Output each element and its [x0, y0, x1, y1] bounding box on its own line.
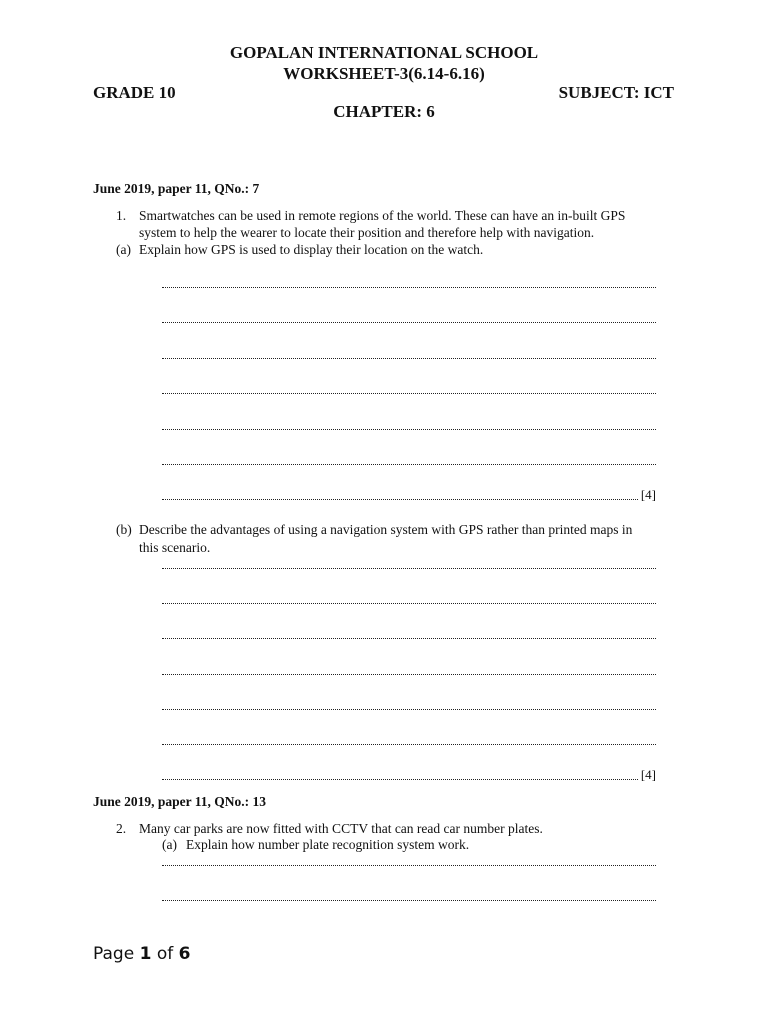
part-a-question-2: Explain how number plate recognition system work. [186, 837, 470, 852]
page-word: Page [93, 944, 135, 964]
question-number-1: 1. [116, 208, 127, 223]
answer-line[interactable] [162, 556, 656, 572]
page-current: 1 [139, 944, 152, 964]
part-b-question-line-2: this scenario. [139, 540, 211, 555]
part-a-label: (a) [116, 242, 131, 257]
part-a-label-2: (a) [162, 837, 177, 852]
part-b-question-line-1: Describe the advantages of using a navigation system with GPS rather than printed maps in [139, 522, 633, 537]
page-number [93, 944, 190, 964]
answer-line[interactable] [162, 591, 656, 607]
answer-line[interactable] [162, 767, 656, 783]
school-name: GOPALAN INTERNATIONAL SCHOOL [229, 43, 539, 62]
answer-line[interactable] [162, 853, 656, 869]
question-source-2: June 2019, paper 11, QNo.: 13 [93, 794, 267, 809]
subject-label: SUBJECT: ICT [558, 83, 674, 102]
answer-line[interactable] [162, 697, 656, 713]
answer-line[interactable] [162, 732, 656, 748]
question-source-1: June 2019, paper 11, QNo.: 7 [93, 181, 260, 196]
answer-line[interactable] [162, 487, 656, 503]
answer-line[interactable] [162, 662, 656, 678]
page-total: 6 [178, 944, 191, 964]
marks-label: [4] [640, 767, 656, 782]
marks-label: [4] [640, 487, 656, 502]
grade-label: GRADE 10 [93, 83, 176, 102]
question-stem-line-1: Smartwatches can be used in remote regions of the world. These can have an in-built GPS [139, 208, 626, 223]
answer-line[interactable] [162, 888, 656, 904]
answer-line[interactable] [162, 381, 656, 397]
part-b-label: (b) [116, 522, 132, 537]
part-a-question: Explain how GPS is used to display their location on the watch. [139, 242, 484, 257]
answer-line[interactable] [162, 275, 656, 291]
answer-line[interactable] [162, 626, 656, 642]
question-stem-line-2: system to help the wearer to locate their position and therefore help with navigation. [139, 225, 595, 240]
answer-line[interactable] [162, 346, 656, 362]
answer-line[interactable] [162, 417, 656, 433]
question-number-2: 2. [116, 821, 127, 836]
chapter-label: CHAPTER: 6 [333, 102, 435, 121]
answer-line[interactable] [162, 452, 656, 468]
of-word: of [156, 944, 174, 964]
worksheet-title: WORKSHEET-3(6.14-6.16) [283, 64, 485, 83]
answer-line[interactable] [162, 310, 656, 326]
question-stem-2: Many car parks are now fitted with CCTV that can read car number plates. [139, 821, 543, 836]
